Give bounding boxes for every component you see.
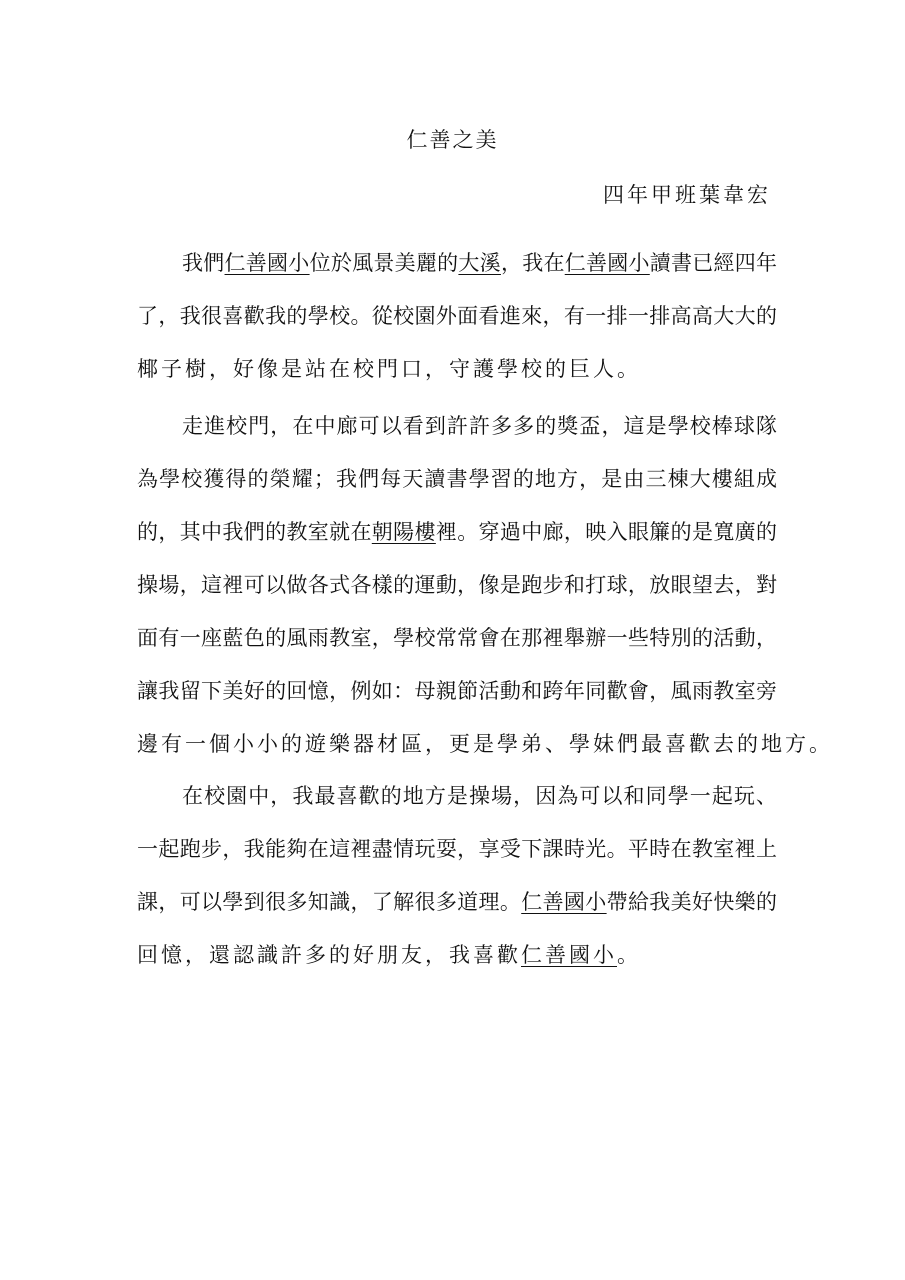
text-line (137, 939, 777, 971)
text-line (182, 247, 777, 279)
underlined-proper-noun: 仁善國小 (521, 943, 617, 967)
text-line (137, 728, 833, 760)
document-title: 仁善之美 (406, 128, 499, 152)
text-segment: 回憶，還認識許多的好朋友，我喜歡 (137, 943, 521, 967)
text-line (137, 675, 777, 707)
text-segment: 的，其中我們的教室就在 (137, 520, 372, 544)
text-line (137, 622, 777, 654)
text-segment: 走進校門，在中廊可以看到許許多多的獎盃，這是學校棒球隊 (182, 414, 777, 438)
text-line (137, 463, 777, 495)
underlined-proper-noun: 仁善國小 (564, 251, 650, 275)
author-line: 四年甲班葉韋宏 (603, 183, 771, 207)
text-segment: 帶給我美好快樂的 (606, 890, 778, 914)
text-segment: 讓我留下美好的回憶，例如：母親節活動和跨年同歡會，風雨教室旁 (137, 679, 777, 703)
text-segment: 邊有一個小小的遊樂器材區，更是學弟、學妹們最喜歡去的地方。 (137, 732, 833, 756)
underlined-proper-noun: 仁善國小 (521, 890, 607, 914)
text-line (137, 833, 777, 865)
text-segment: 面有一座藍色的風雨教室，學校常常會在那裡舉辦一些特別的活動， (137, 626, 777, 650)
text-line (137, 569, 777, 601)
underlined-proper-noun: 大溪 (458, 251, 501, 275)
text-segment: 讀書已經四年 (649, 251, 778, 275)
text-line (182, 410, 777, 442)
text-segment: 位於風景美麗的 (309, 251, 459, 275)
text-segment: 在校園中，我最喜歡的地方是操場，因為可以和同學一起玩、 (182, 784, 777, 808)
text-segment: 我們 (182, 251, 225, 275)
underlined-proper-noun: 朝陽樓 (371, 520, 436, 544)
text-segment: 。 (617, 943, 641, 967)
text-segment: 椰子樹，好像是站在校門口，守護學校的巨人。 (137, 357, 641, 381)
text-segment: 操場，這裡可以做各式各樣的運動，像是跑步和打球，放眼望去，對 (137, 573, 777, 597)
text-line (137, 886, 777, 918)
text-line (182, 780, 777, 812)
text-line (137, 300, 777, 332)
text-segment: 一起跑步，我能夠在這裡盡情玩耍，享受下課時光。平時在教室裡上 (137, 837, 777, 861)
underlined-proper-noun: 仁善國小 (224, 251, 310, 275)
text-line (137, 353, 777, 385)
text-segment: 為學校獲得的榮耀；我們每天讀書學習的地方，是由三棟大樓組成 (137, 467, 777, 491)
text-segment: 了，我很喜歡我的學校。從校園外面看進來，有一排一排高高大大的 (137, 304, 777, 328)
text-segment: 裡。穿過中廊，映入眼簾的是寬廣的 (435, 520, 778, 544)
text-segment: 課，可以學到很多知識，了解很多道理。 (137, 890, 522, 914)
text-segment: ，我在 (500, 251, 565, 275)
text-line (137, 516, 777, 548)
